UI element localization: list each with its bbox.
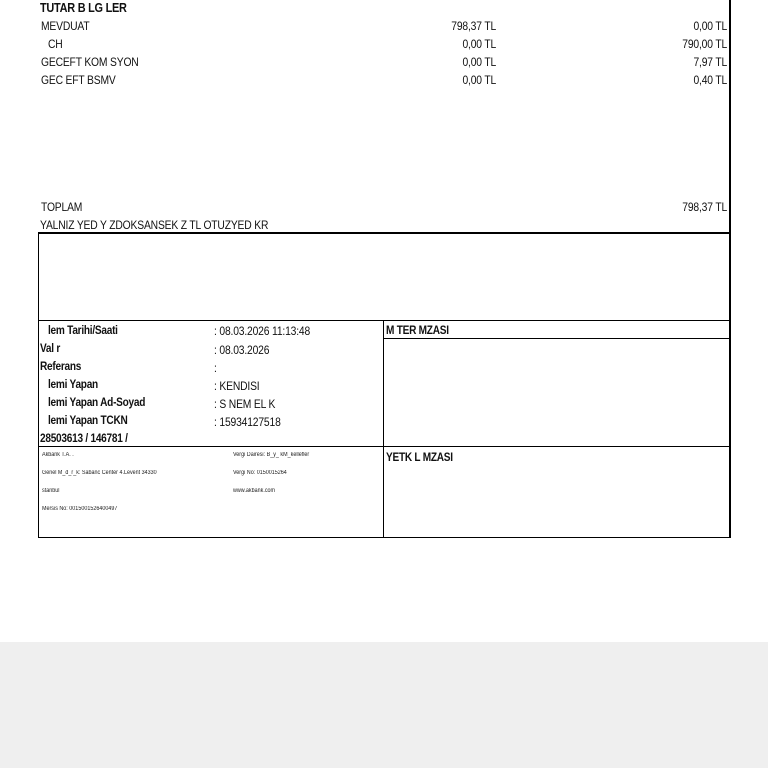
customer-signature-label: M TER MZASI — [386, 323, 449, 337]
field-value: : KENDISI — [214, 379, 260, 393]
divider-transaction-bottom — [38, 446, 731, 447]
amount-row-col1: 798,37 TL — [451, 19, 496, 33]
total-value: 798,37 TL — [682, 200, 727, 214]
bank-info-line: Vergi No: 0150015264 — [233, 470, 287, 476]
page-footer-background — [0, 642, 768, 768]
bank-info-line: Genel M_d_r_k: Sabanc Center 4.Levent 34330 — [42, 470, 157, 476]
bank-info-line: Akbank T.A. . — [42, 452, 74, 458]
field-value: : S NEM EL K — [214, 397, 276, 411]
amount-row-label: CH — [48, 37, 63, 51]
amount-row-col2: 790,00 TL — [682, 37, 727, 51]
amount-row-col1: 0,00 TL — [462, 37, 496, 51]
field-value: : 08.03.2026 — [214, 343, 270, 357]
divider-transaction-top — [38, 320, 731, 321]
field-label: lemi Yapan Ad-Soyad — [48, 395, 146, 409]
field-value: : 08.03.2026 11:13:48 — [214, 324, 311, 338]
amount-row-label: GECEFT KOM SYON — [41, 55, 139, 69]
field-label: Referans — [40, 359, 82, 373]
field-label: Val r — [40, 341, 61, 355]
amount-row-label: MEVDUAT — [41, 19, 90, 33]
frame-left-mid — [38, 232, 39, 538]
amount-row-col1: 0,00 TL — [462, 73, 496, 87]
field-label: lemi Yapan TCKN — [48, 413, 128, 427]
frame-right-top — [729, 0, 731, 233]
frame-bottom — [38, 537, 731, 538]
authorized-signature-label: YETK L MZASI — [386, 450, 453, 464]
divider-vertical-middle — [383, 320, 384, 538]
bank-info-line: Vergi Dairesi: B_y_ kM_kellefler — [233, 452, 310, 458]
field-value: : 15934127518 — [214, 415, 281, 429]
bank-info-line: Mersis No: 0015001526400497 — [42, 506, 118, 512]
amount-in-words: YALNIZ YED Y ZDOKSANSEK Z TL OTUZYED KR — [40, 218, 269, 232]
amount-row-label: GEC EFT BSMV — [41, 73, 116, 87]
frame-right-mid — [729, 232, 731, 538]
field-value: : — [214, 361, 217, 375]
bank-info-line: stanbul — [42, 488, 60, 494]
amount-row-col2: 7,97 TL — [693, 55, 727, 69]
total-label: TOPLAM — [41, 200, 83, 214]
divider-signature-header — [384, 338, 730, 339]
divider-after-words — [38, 232, 731, 234]
amounts-title: TUTAR B LG LER — [40, 0, 127, 15]
amount-row-col2: 0,00 TL — [693, 19, 727, 33]
bank-info-line: www.akbank.com — [233, 488, 276, 494]
field-label: lemi Yapan — [48, 377, 98, 391]
field-label: lem Tarihi/Saati — [48, 323, 118, 337]
amount-row-col2: 0,40 TL — [693, 73, 727, 87]
amount-row-col1: 0,00 TL — [462, 55, 496, 69]
reference-number: 28503613 / 146781 / — [40, 431, 128, 445]
